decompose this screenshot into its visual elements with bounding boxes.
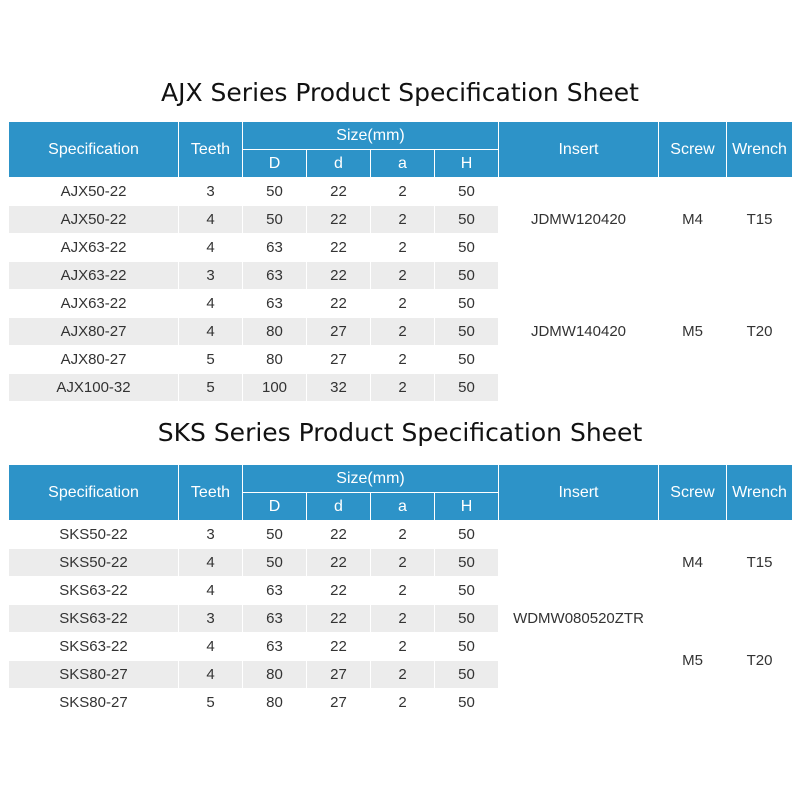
cell-a: 2 — [371, 178, 435, 206]
cell-spec: SKS50-22 — [9, 521, 179, 549]
cell-H: 50 — [435, 346, 499, 374]
header-D: D — [243, 493, 307, 521]
cell-spec: AJX63-22 — [9, 262, 179, 290]
sks-title: SKS Series Product Specification Sheet — [157, 418, 643, 447]
table-row — [9, 605, 793, 633]
cell-d: 27 — [307, 661, 371, 689]
cell-wrench: T20 — [727, 262, 793, 402]
cell-spec: AJX100-32 — [9, 374, 179, 402]
cell-teeth: 4 — [179, 234, 243, 262]
cell-spec: AJX80-27 — [9, 346, 179, 374]
cell-spec: SKS50-22 — [9, 549, 179, 577]
cell-spec: SKS80-27 — [9, 689, 179, 717]
cell-D: 50 — [243, 521, 307, 549]
table-row — [9, 178, 793, 206]
cell-a: 2 — [371, 549, 435, 577]
header-size: Size(mm) — [243, 465, 499, 493]
cell-spec: AJX50-22 — [9, 178, 179, 206]
cell-teeth: 4 — [179, 633, 243, 661]
header-insert: Insert — [499, 122, 659, 178]
cell-a: 2 — [371, 661, 435, 689]
cell-D: 63 — [243, 577, 307, 605]
cell-spec: SKS63-22 — [9, 633, 179, 661]
cell-screw: M5 — [659, 262, 727, 402]
cell-teeth: 4 — [179, 206, 243, 234]
cell-a: 2 — [371, 521, 435, 549]
cell-H: 50 — [435, 178, 499, 206]
cell-spec: AJX50-22 — [9, 206, 179, 234]
header-H: H — [435, 150, 499, 178]
cell-teeth: 4 — [179, 549, 243, 577]
header-a: a — [371, 493, 435, 521]
cell-teeth: 3 — [179, 178, 243, 206]
header-H: H — [435, 493, 499, 521]
cell-a: 2 — [371, 605, 435, 633]
cell-H: 50 — [435, 661, 499, 689]
cell-spec: SKS63-22 — [9, 605, 179, 633]
cell-insert: JDMW140420 — [499, 262, 659, 402]
cell-teeth: 4 — [179, 577, 243, 605]
header-insert: Insert — [499, 465, 659, 521]
cell-spec: SKS80-27 — [9, 661, 179, 689]
cell-a: 2 — [371, 633, 435, 661]
header-specification: Specification — [9, 122, 179, 178]
cell-teeth: 4 — [179, 290, 243, 318]
cell-teeth: 5 — [179, 374, 243, 402]
cell-H: 50 — [435, 605, 499, 633]
cell-d: 22 — [307, 206, 371, 234]
header-D: D — [243, 150, 307, 178]
cell-H: 50 — [435, 206, 499, 234]
header-specification: Specification — [9, 465, 179, 521]
cell-teeth: 4 — [179, 661, 243, 689]
cell-teeth: 5 — [179, 346, 243, 374]
cell-spec: AJX80-27 — [9, 318, 179, 346]
cell-D: 80 — [243, 318, 307, 346]
cell-screw: M4 — [659, 521, 727, 605]
cell-d: 22 — [307, 605, 371, 633]
header-screw: Screw — [659, 465, 727, 521]
cell-a: 2 — [371, 290, 435, 318]
header-teeth: Teeth — [179, 122, 243, 178]
cell-d: 22 — [307, 521, 371, 549]
cell-wrench: T15 — [727, 178, 793, 262]
cell-H: 50 — [435, 318, 499, 346]
cell-d: 27 — [307, 689, 371, 717]
cell-D: 100 — [243, 374, 307, 402]
sks-spec-table — [8, 464, 793, 717]
cell-wrench: T20 — [727, 605, 793, 717]
cell-H: 50 — [435, 577, 499, 605]
cell-teeth: 3 — [179, 521, 243, 549]
header-d: d — [307, 493, 371, 521]
cell-teeth: 5 — [179, 689, 243, 717]
cell-teeth: 4 — [179, 318, 243, 346]
cell-D: 63 — [243, 605, 307, 633]
header-teeth: Teeth — [179, 465, 243, 521]
header-size: Size(mm) — [243, 122, 499, 150]
cell-H: 50 — [435, 374, 499, 402]
cell-d: 22 — [307, 549, 371, 577]
cell-d: 22 — [307, 290, 371, 318]
header-d: d — [307, 150, 371, 178]
header-wrench: Wrench — [727, 122, 793, 178]
cell-d: 22 — [307, 633, 371, 661]
cell-D: 50 — [243, 206, 307, 234]
header-wrench: Wrench — [727, 465, 793, 521]
cell-d: 27 — [307, 346, 371, 374]
cell-d: 22 — [307, 262, 371, 290]
cell-D: 50 — [243, 178, 307, 206]
cell-H: 50 — [435, 234, 499, 262]
cell-teeth: 3 — [179, 262, 243, 290]
cell-D: 80 — [243, 689, 307, 717]
ajx-title: AJX Series Product Specification Sheet — [161, 78, 639, 107]
cell-d: 32 — [307, 374, 371, 402]
table-row — [9, 262, 793, 290]
cell-a: 2 — [371, 689, 435, 717]
cell-D: 63 — [243, 262, 307, 290]
cell-spec: AJX63-22 — [9, 290, 179, 318]
cell-screw: M4 — [659, 178, 727, 262]
ajx-spec-table — [8, 121, 793, 402]
cell-a: 2 — [371, 262, 435, 290]
cell-H: 50 — [435, 262, 499, 290]
cell-H: 50 — [435, 521, 499, 549]
cell-a: 2 — [371, 234, 435, 262]
cell-insert: WDMW080520ZTR — [499, 521, 659, 717]
cell-H: 50 — [435, 633, 499, 661]
cell-a: 2 — [371, 318, 435, 346]
cell-teeth: 3 — [179, 605, 243, 633]
cell-D: 80 — [243, 661, 307, 689]
cell-a: 2 — [371, 206, 435, 234]
cell-d: 22 — [307, 577, 371, 605]
cell-D: 80 — [243, 346, 307, 374]
cell-d: 22 — [307, 178, 371, 206]
cell-spec: SKS63-22 — [9, 577, 179, 605]
cell-D: 63 — [243, 234, 307, 262]
cell-H: 50 — [435, 549, 499, 577]
cell-D: 50 — [243, 549, 307, 577]
cell-screw: M5 — [659, 605, 727, 717]
cell-a: 2 — [371, 577, 435, 605]
cell-insert: JDMW120420 — [499, 178, 659, 262]
header-a: a — [371, 150, 435, 178]
cell-d: 22 — [307, 234, 371, 262]
cell-a: 2 — [371, 346, 435, 374]
cell-a: 2 — [371, 374, 435, 402]
header-screw: Screw — [659, 122, 727, 178]
cell-D: 63 — [243, 633, 307, 661]
cell-wrench: T15 — [727, 521, 793, 605]
cell-spec: AJX63-22 — [9, 234, 179, 262]
cell-d: 27 — [307, 318, 371, 346]
cell-H: 50 — [435, 290, 499, 318]
table-row — [9, 521, 793, 549]
cell-D: 63 — [243, 290, 307, 318]
cell-H: 50 — [435, 689, 499, 717]
